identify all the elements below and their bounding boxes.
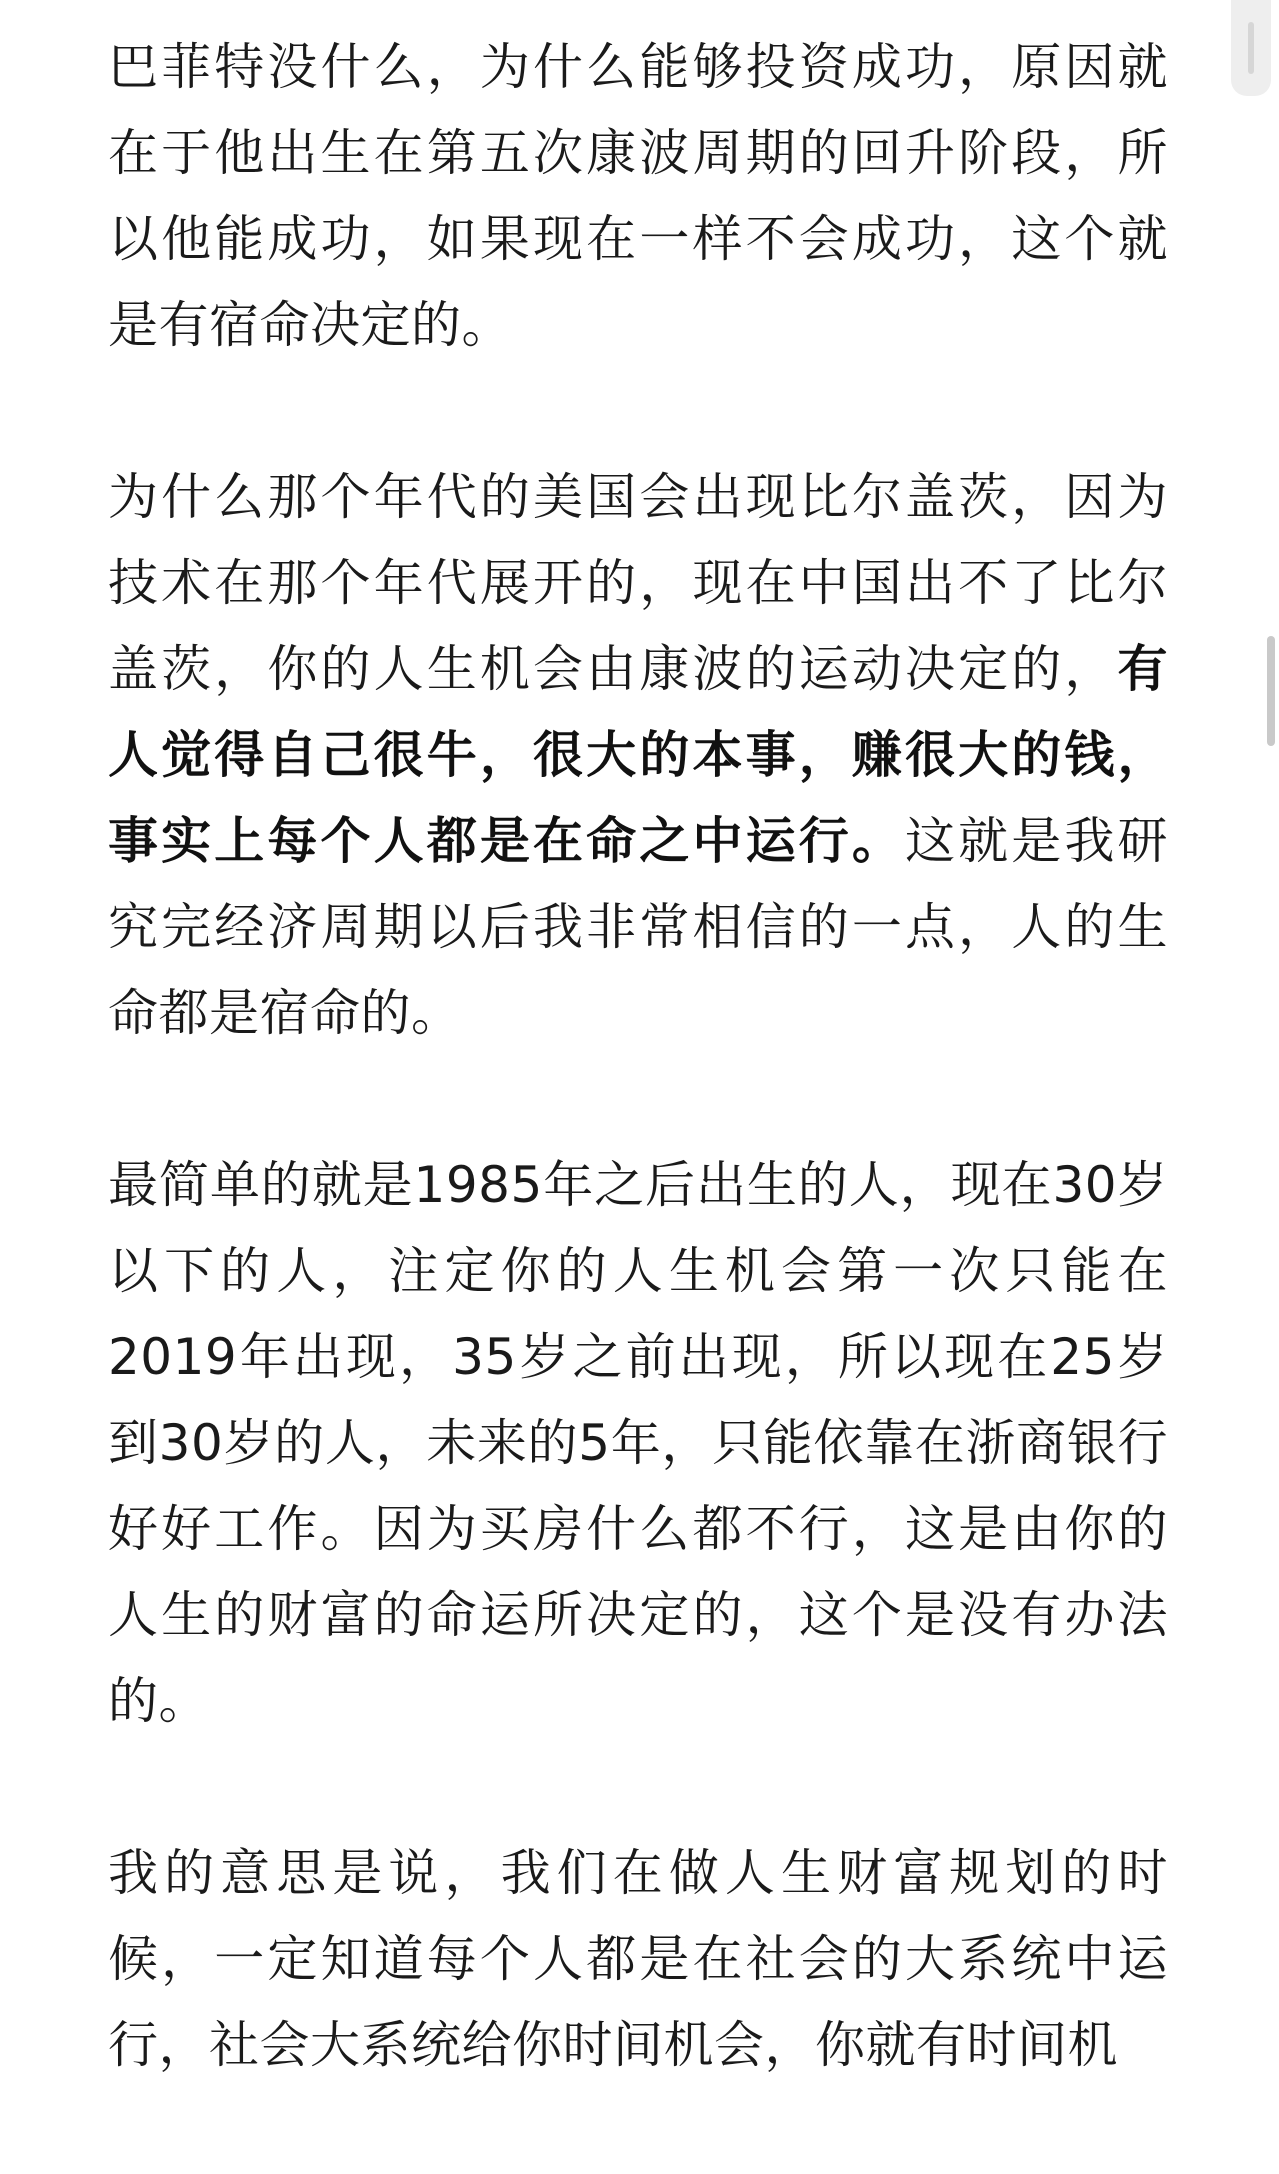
paragraph-2-bold-text: 有人觉得自己很牛，很大的本事，赚很大的钱，事实上每个人都是在命之中运行。 — [108, 640, 1168, 870]
paragraph-3-text: 最简单的就是1985年之后出生的人，现在30岁以下的人，注定你的人生机会第一次只能在2019年出现，35岁之前出现，所以现在25岁到30岁的人，未来的5年，只能依靠在浙商银行好好工作。因为买房什么都不行，这是由你的人生的财富的命运所决定的，这个是没有办法的。 — [108, 1156, 1168, 1730]
scrollbar-thumb[interactable] — [1267, 636, 1275, 746]
scroll-grip-icon — [1248, 22, 1254, 74]
paragraph-3 — [108, 1142, 1168, 1744]
paragraph-2-text-b: 这就是我研究完经济周期以后我非常相信的一点，人的生命都是宿命的。 — [108, 812, 1169, 1042]
paragraph-2-text-a: 为什么那个年代的美国会出现比尔盖茨，因为技术在那个年代展开的，现在中国出不了比尔盖茨，你的人生机会由康波的运动决定的， — [108, 468, 1168, 698]
scroll-top-handle[interactable] — [1231, 0, 1271, 96]
paragraph-1-text: 巴菲特没什么，为什么能够投资成功，原因就在于他出生在第五次康波周期的回升阶段，所以他能成功，如果现在一样不会成功，这个就是有宿命决定的。 — [108, 38, 1168, 354]
watermark — [1069, 2007, 1265, 2047]
article-body — [108, 24, 1168, 2174]
paragraph-4 — [108, 1830, 1168, 2088]
paragraph-2 — [108, 454, 1168, 1056]
paragraph-4-text: 我的意思是说，我们在做人生财富规划的时候，一定知道每个人都是在社会的大系统中运行，社会大系统给你时间机会，你就有时间机 — [108, 1844, 1168, 2074]
paragraph-1 — [108, 24, 1168, 368]
